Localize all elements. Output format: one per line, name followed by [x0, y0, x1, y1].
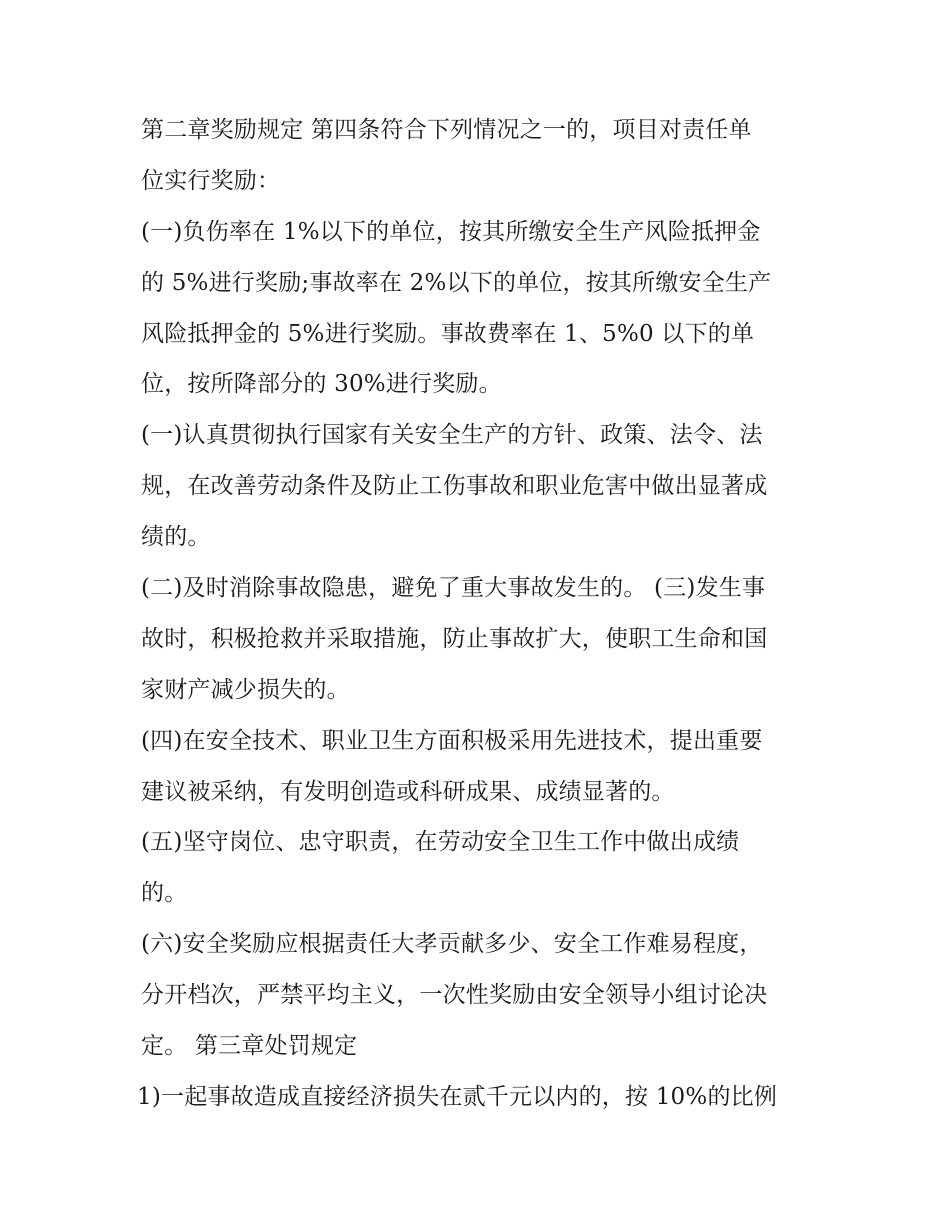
- paragraph-line: (一)负伤率在 1%以下的单位，按其所缴安全生产风险抵押金: [141, 218, 761, 245]
- paragraph-line: (二)及时消除事故隐患，避免了重大事故发生的。 (三)发生事: [141, 575, 766, 602]
- paragraph-line: 分开档次，严禁平均主义，一次性奖励由安全领导小组讨论决: [141, 982, 768, 1009]
- paragraph-line: (四)在安全技术、职业卫生方面积极采用先进技术，提出重要: [141, 727, 763, 754]
- paragraph-line: 风险抵押金的 5%进行奖励。事故费率在 1、5%0 以下的单: [141, 320, 755, 347]
- paragraph-line: (六)安全奖励应根据责任大孝贡献多少、安全工作难易程度，: [141, 931, 763, 958]
- paragraph-line: 绩的。: [141, 524, 211, 551]
- paragraph-line: (五)坚守岗位、忠守职责，在劳动安全卫生工作中做出成绩: [141, 829, 740, 856]
- paragraph-line: 第二章奖励规定 第四条符合下列情况之一的，项目对责任单: [141, 117, 752, 143]
- paragraph-line: 1)一起事故造成直接经济损失在贰千元以内的，按 10%的比例: [137, 1083, 778, 1110]
- paragraph-line: 故时，积极抢救并采取措施，防止事故扩大，使职工生命和国: [141, 625, 768, 652]
- paragraph-line: 的。: [141, 880, 188, 907]
- paragraph-line: 位，按所降部分的 30%进行奖励。: [141, 371, 502, 398]
- paragraph-line: 的 5%进行奖励;事故率在 2%以下的单位，按其所缴安全生产: [141, 269, 772, 296]
- paragraph-line: 位实行奖励：: [141, 167, 281, 194]
- paragraph-line: 定。 第三章处罚规定: [141, 1033, 358, 1060]
- document-body: [137, 110, 821, 1128]
- paragraph-line: (一)认真贯彻执行国家有关安全生产的方针、政策、法令、法: [141, 422, 763, 449]
- paragraph-line: 家财产减少损失的。: [141, 676, 350, 703]
- paragraph-line: 建议被采纳，有发明创造或科研成果、成绩显著的。: [141, 778, 675, 805]
- paragraph-line: 规，在改善劳动条件及防止工伤事故和职业危害中做出显著成: [141, 473, 768, 500]
